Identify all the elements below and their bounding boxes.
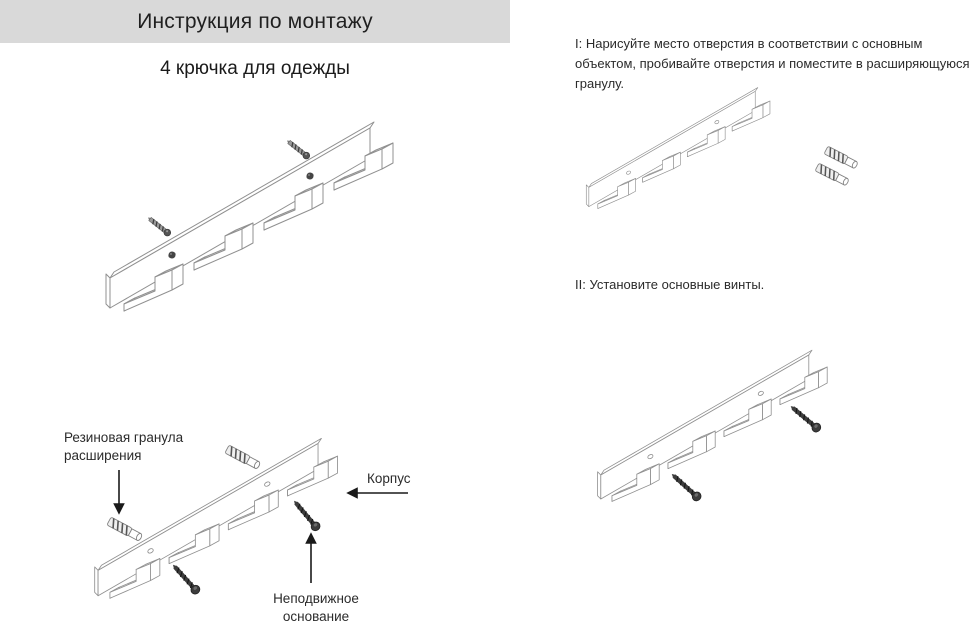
product-subtitle: 4 крючка для одежды	[160, 58, 350, 79]
illustration-step2	[598, 350, 828, 502]
page-title: Инструкция по монтажу	[137, 9, 373, 33]
arrow-up-icon	[307, 534, 316, 583]
arrow-left-icon	[348, 489, 408, 498]
label-rubber-expansion-plug: Резиновая гранула расширения	[64, 430, 184, 463]
illustration-main	[106, 122, 393, 311]
illustration-step1	[586, 88, 858, 209]
label-fixed-base: Неподвижное основание	[273, 591, 359, 624]
title-bar	[0, 0, 510, 43]
step-2-instruction: II: Установите основные винты.	[575, 277, 765, 292]
arrow-down-icon	[115, 470, 124, 513]
step-1-instruction: I: Нарисуйте место отверстия в соответствии с основным объектом, пробивайте отверстия и поместите в расширяющуюся гранулу.	[575, 36, 970, 91]
label-body: Корпус	[367, 471, 411, 486]
